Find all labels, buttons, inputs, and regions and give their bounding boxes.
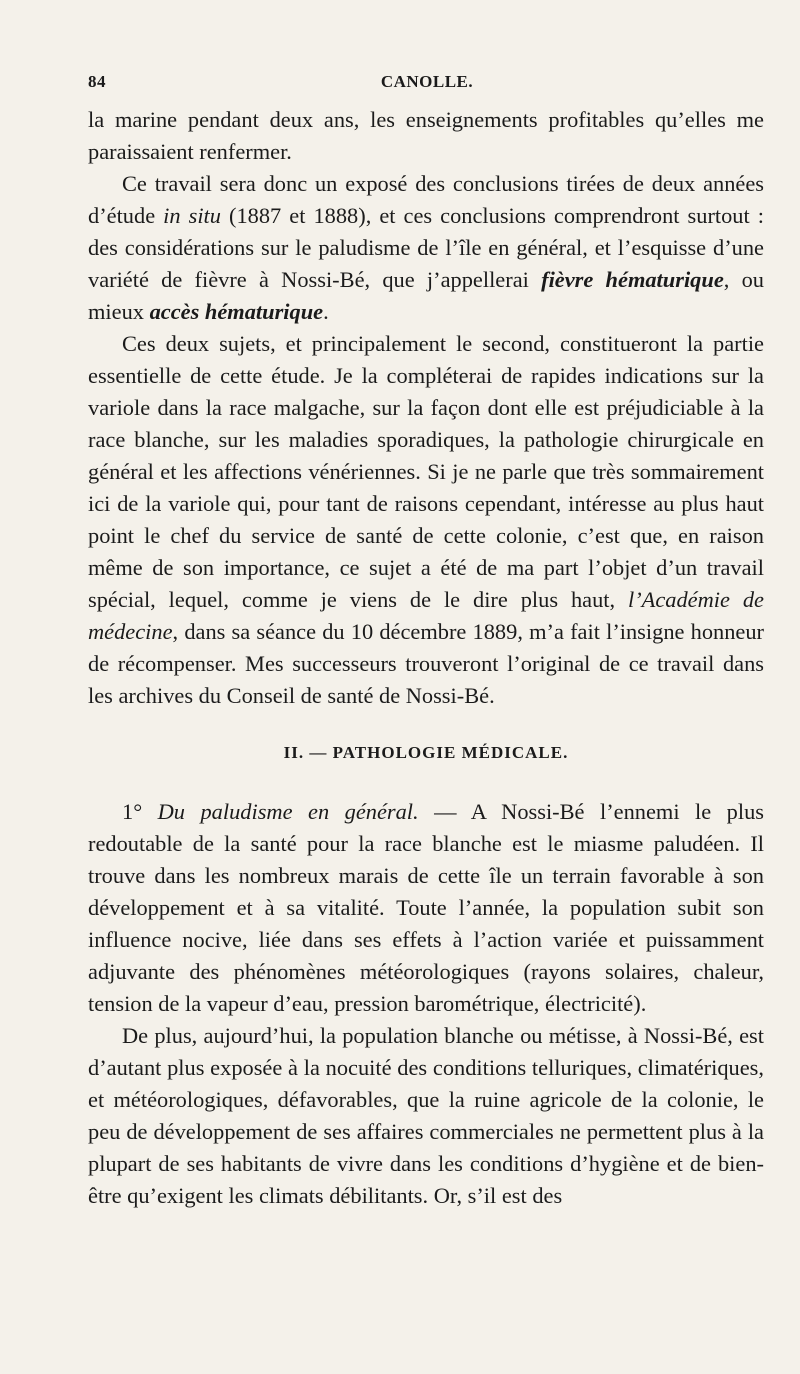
page-number: 84 xyxy=(88,72,106,91)
in-situ-italic: in situ xyxy=(163,203,221,228)
running-header xyxy=(88,72,766,98)
paragraph-4-lead: 1° xyxy=(122,799,158,824)
section-heading: II. — PATHOLOGIE MÉDICALE. xyxy=(283,743,569,762)
paragraph-2-text-2: (1887 et 1888), et ces conclusions comprendront surtout : des considérations sur le paludisme de l’île en général, et l’esquisse d’une variété de fièvre à Nossi-Bé, que j’appellerai xyxy=(88,203,764,292)
paragraph-2-text-4: . xyxy=(323,299,329,324)
paragraph-1-text: la marine pendant deux ans, les enseignements profitables qu’elles me paraissaient renfermer. xyxy=(88,107,764,164)
running-title: CANOLLE. xyxy=(380,72,474,91)
paragraph-3-text-2: , dans sa séance du 10 décembre 1889, m’a fait l’insigne honneur de récompenser. Mes successeurs trouveront l’original de ce travail dans les archives du Conseil de santé de Nossi-Bé. xyxy=(88,619,764,708)
paragraph-1 xyxy=(88,104,764,168)
page-body xyxy=(88,104,764,1212)
paragraph-3-text-1: Ces deux sujets, et principalement le second, constitueront la partie essentielle de cette étude. Je la compléterai de rapides indications sur la variole dans la race malgache, sur la façon dont elle est préjudiciable à la race blanche, sur les maladies sporadiques, la pathologie chirurgicale en général et les affections vénériennes. Si je ne parle que très sommairement ici de la variole qui, pour tant de raisons cependant, intéresse au plus haut point le chef du service de santé de cette colonie, c’est que, en raison même de son importance, ce sujet a été de ma part l’objet d’un travail spécial, lequel, comme je viens de le dire plus haut, xyxy=(88,331,764,612)
paragraph-5 xyxy=(88,1020,764,1212)
fievre-hematurique-italic: fièvre hématurique xyxy=(541,267,724,292)
acces-hematurique-italic: accès hématurique xyxy=(149,299,324,324)
paragraph-3 xyxy=(88,328,764,712)
academie-italic: l’Académie de médecine xyxy=(88,587,764,644)
paragraph-2 xyxy=(88,168,764,328)
paragraph-5-text: De plus, aujourd’hui, la population blanche ou métisse, à Nossi-Bé, est d’autant plus exposée à la nocuité des conditions telluriques, climatériques, et météorologiques, défavorables, que la ruine agricole de la colonie, le peu de développement de ses affaires commerciales ne permettent plus à la plupart de ses habitants de vivre dans les conditions d’hygiène et de bien-être qu’exigent les climats débilitants. Or, s’il est des xyxy=(88,1023,764,1208)
paragraph-4 xyxy=(88,796,764,1020)
paragraph-2-text-3: , ou mieux xyxy=(88,267,764,324)
paragraph-4-text: — A Nossi-Bé l’ennemi le plus redoutable de la santé pour la race blanche est le miasme paludéen. Il trouve dans les nombreux marais de cette île un terrain favorable à son développement et à sa vitalité. Toute l’année, la population subit son influence nocive, liée dans ses effets à l’action variée et puissamment adjuvante des phénomènes météorologiques (rayons solaires, chaleur, tension de la vapeur d’eau, pression barométrique, électricité). xyxy=(88,799,764,1016)
paludisme-heading-italic: Du paludisme en général. xyxy=(157,799,419,824)
paragraph-2-text-1: Ce travail sera donc un exposé des conclusions tirées de deux années d’étude xyxy=(88,171,764,228)
